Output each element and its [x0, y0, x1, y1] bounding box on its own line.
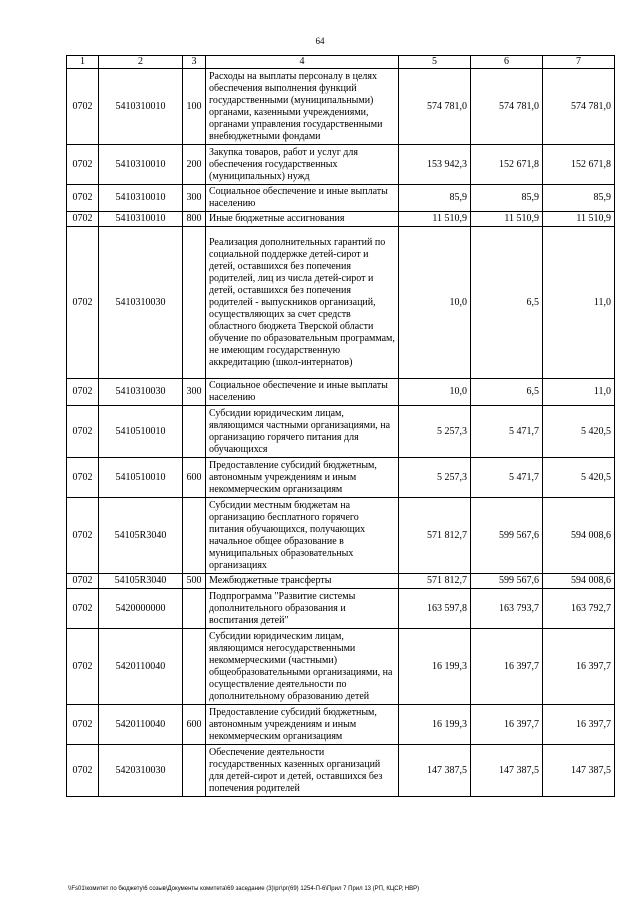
target-article-cell: 5410310010 [99, 69, 183, 145]
section-code-cell: 0702 [67, 629, 99, 705]
section-code-cell: 0702 [67, 212, 99, 227]
description-cell: Субсидии юридическим лицам, являющимся негосударственными некоммерческими (частными) общеобразовательными организациями, на осуществление деятельности по дополнительному образованию детей [206, 629, 399, 705]
expense-type-cell: 100 [183, 69, 206, 145]
section-code-cell: 0702 [67, 458, 99, 498]
target-article-cell: 5410310030 [99, 379, 183, 406]
section-code-cell: 0702 [67, 574, 99, 589]
header-col-7: 7 [543, 56, 615, 69]
description-cell: Подпрограмма "Развитие системы дополнительного образования и воспитания детей" [206, 589, 399, 629]
expense-type-cell [183, 498, 206, 574]
amount-col-6-cell: 6,5 [471, 379, 543, 406]
section-code-cell: 0702 [67, 379, 99, 406]
amount-col-7-cell: 152 671,8 [543, 145, 615, 185]
amount-col-7-cell: 16 397,7 [543, 705, 615, 745]
page-number: 64 [315, 36, 325, 46]
amount-col-7-cell: 594 008,6 [543, 498, 615, 574]
section-code-cell: 0702 [67, 705, 99, 745]
amount-col-6-cell: 5 471,7 [471, 406, 543, 458]
description-cell: Закупка товаров, работ и услуг для обеспечения государственных (муниципальных) нужд [206, 145, 399, 185]
target-article-cell: 5420000000 [99, 589, 183, 629]
amount-col-7-cell: 594 008,6 [543, 574, 615, 589]
amount-col-7-cell: 11 510,9 [543, 212, 615, 227]
amount-col-5-cell: 153 942,3 [399, 145, 471, 185]
table-row [67, 379, 615, 406]
expense-type-cell: 300 [183, 379, 206, 406]
budget-table [66, 55, 615, 797]
amount-col-7-cell: 5 420,5 [543, 406, 615, 458]
amount-col-5-cell: 5 257,3 [399, 458, 471, 498]
amount-col-6-cell: 147 387,5 [471, 745, 543, 797]
section-code-cell: 0702 [67, 69, 99, 145]
amount-col-5-cell: 163 597,8 [399, 589, 471, 629]
expense-type-cell: 800 [183, 212, 206, 227]
amount-col-7-cell: 11,0 [543, 379, 615, 406]
amount-col-6-cell: 5 471,7 [471, 458, 543, 498]
expense-type-cell [183, 589, 206, 629]
section-code-cell: 0702 [67, 227, 99, 379]
description-cell: Расходы на выплаты персоналу в целях обеспечения выполнения функций государственными (муниципальными) органами, казенными учреждениями, органами управления государственными внебюджетными фондами [206, 69, 399, 145]
target-article-cell: 5410310010 [99, 145, 183, 185]
expense-type-cell [183, 406, 206, 458]
description-cell: Социальное обеспечение и иные выплаты населению [206, 379, 399, 406]
amount-col-7-cell: 5 420,5 [543, 458, 615, 498]
amount-col-6-cell: 16 397,7 [471, 629, 543, 705]
file-path-footer: \\Fs01\комитет по бюджету\6 созыв\Документы комитета\69 заседание (3)\рг\рг(69) 1254-П-6\Прил 7 Прил 13 (РП, КЦСР, НВР) [68, 886, 420, 892]
amount-col-7-cell: 16 397,7 [543, 629, 615, 705]
amount-col-6-cell: 85,9 [471, 185, 543, 212]
expense-type-cell: 500 [183, 574, 206, 589]
description-cell: Межбюджетные трансферты [206, 574, 399, 589]
amount-col-6-cell: 599 567,6 [471, 574, 543, 589]
section-code-cell: 0702 [67, 589, 99, 629]
expense-type-cell [183, 227, 206, 379]
table-row [67, 589, 615, 629]
header-col-2: 2 [99, 56, 183, 69]
amount-col-6-cell: 6,5 [471, 227, 543, 379]
table-row [67, 185, 615, 212]
target-article-cell: 5410310010 [99, 185, 183, 212]
expense-type-cell: 600 [183, 458, 206, 498]
amount-col-5-cell: 85,9 [399, 185, 471, 212]
amount-col-5-cell: 10,0 [399, 379, 471, 406]
table-row [67, 212, 615, 227]
description-cell: Предоставление субсидий бюджетным, автономным учреждениям и иным некоммерческим организациям [206, 705, 399, 745]
amount-col-5-cell: 571 812,7 [399, 574, 471, 589]
expense-type-cell: 300 [183, 185, 206, 212]
table-row [67, 574, 615, 589]
amount-col-6-cell: 163 793,7 [471, 589, 543, 629]
expense-type-cell [183, 629, 206, 705]
amount-col-5-cell: 10,0 [399, 227, 471, 379]
description-cell: Социальное обеспечение и иные выплаты населению [206, 185, 399, 212]
header-col-1: 1 [67, 56, 99, 69]
section-code-cell: 0702 [67, 745, 99, 797]
header-col-5: 5 [399, 56, 471, 69]
description-cell: Предоставление субсидий бюджетным, автономным учреждениям и иным некоммерческим организациям [206, 458, 399, 498]
amount-col-7-cell: 85,9 [543, 185, 615, 212]
header-col-4: 4 [206, 56, 399, 69]
target-article-cell: 5420110040 [99, 705, 183, 745]
table-row [67, 745, 615, 797]
target-article-cell: 5410310030 [99, 227, 183, 379]
table-row [67, 705, 615, 745]
target-article-cell: 54105R3040 [99, 574, 183, 589]
section-code-cell: 0702 [67, 185, 99, 212]
amount-col-6-cell: 11 510,9 [471, 212, 543, 227]
target-article-cell: 5410510010 [99, 406, 183, 458]
target-article-cell: 5410310010 [99, 212, 183, 227]
description-cell: Субсидии местным бюджетам на организацию бесплатного горячего питания обучающихся, получающих начальное общее образование в муниципальных образовательных организациях [206, 498, 399, 574]
amount-col-6-cell: 599 567,6 [471, 498, 543, 574]
description-cell: Субсидии юридическим лицам, являющимся частными организациями, на организацию горячего питания для обучающихся [206, 406, 399, 458]
amount-col-6-cell: 574 781,0 [471, 69, 543, 145]
table-row [67, 498, 615, 574]
amount-col-6-cell: 16 397,7 [471, 705, 543, 745]
table-row [67, 406, 615, 458]
amount-col-7-cell: 11,0 [543, 227, 615, 379]
table-row [67, 69, 615, 145]
target-article-cell: 5420110040 [99, 629, 183, 705]
expense-type-cell: 600 [183, 705, 206, 745]
description-cell: Реализация дополнительных гарантий по социальной поддержке детей-сирот и детей, оставшихся без попечения родителей, лиц из числа детей-сирот и детей, оставшихся без попечения родителей - выпускников организаций, осуществляющих за счет средств областного бюджета Тверской области обучение по образовательным программам, не имеющим государственную аккредитацию (школ-интернатов) [206, 227, 399, 379]
header-col-3: 3 [183, 56, 206, 69]
amount-col-5-cell: 5 257,3 [399, 406, 471, 458]
amount-col-7-cell: 574 781,0 [543, 69, 615, 145]
header-col-6: 6 [471, 56, 543, 69]
amount-col-5-cell: 11 510,9 [399, 212, 471, 227]
table-row [67, 227, 615, 379]
amount-col-7-cell: 163 792,7 [543, 589, 615, 629]
description-cell: Обеспечение деятельности государственных казенных организаций для детей-сирот и детей, оставшихся без попечения родителей [206, 745, 399, 797]
amount-col-7-cell: 147 387,5 [543, 745, 615, 797]
amount-col-5-cell: 574 781,0 [399, 69, 471, 145]
table-row [67, 458, 615, 498]
amount-col-5-cell: 16 199,3 [399, 629, 471, 705]
description-cell: Иные бюджетные ассигнования [206, 212, 399, 227]
target-article-cell: 5420310030 [99, 745, 183, 797]
amount-col-5-cell: 16 199,3 [399, 705, 471, 745]
section-code-cell: 0702 [67, 498, 99, 574]
table-row [67, 629, 615, 705]
expense-type-cell: 200 [183, 145, 206, 185]
table-row [67, 145, 615, 185]
target-article-cell: 54105R3040 [99, 498, 183, 574]
section-code-cell: 0702 [67, 145, 99, 185]
amount-col-5-cell: 147 387,5 [399, 745, 471, 797]
table-header-row [67, 56, 615, 69]
expense-type-cell [183, 745, 206, 797]
amount-col-5-cell: 571 812,7 [399, 498, 471, 574]
amount-col-6-cell: 152 671,8 [471, 145, 543, 185]
target-article-cell: 5410510010 [99, 458, 183, 498]
section-code-cell: 0702 [67, 406, 99, 458]
